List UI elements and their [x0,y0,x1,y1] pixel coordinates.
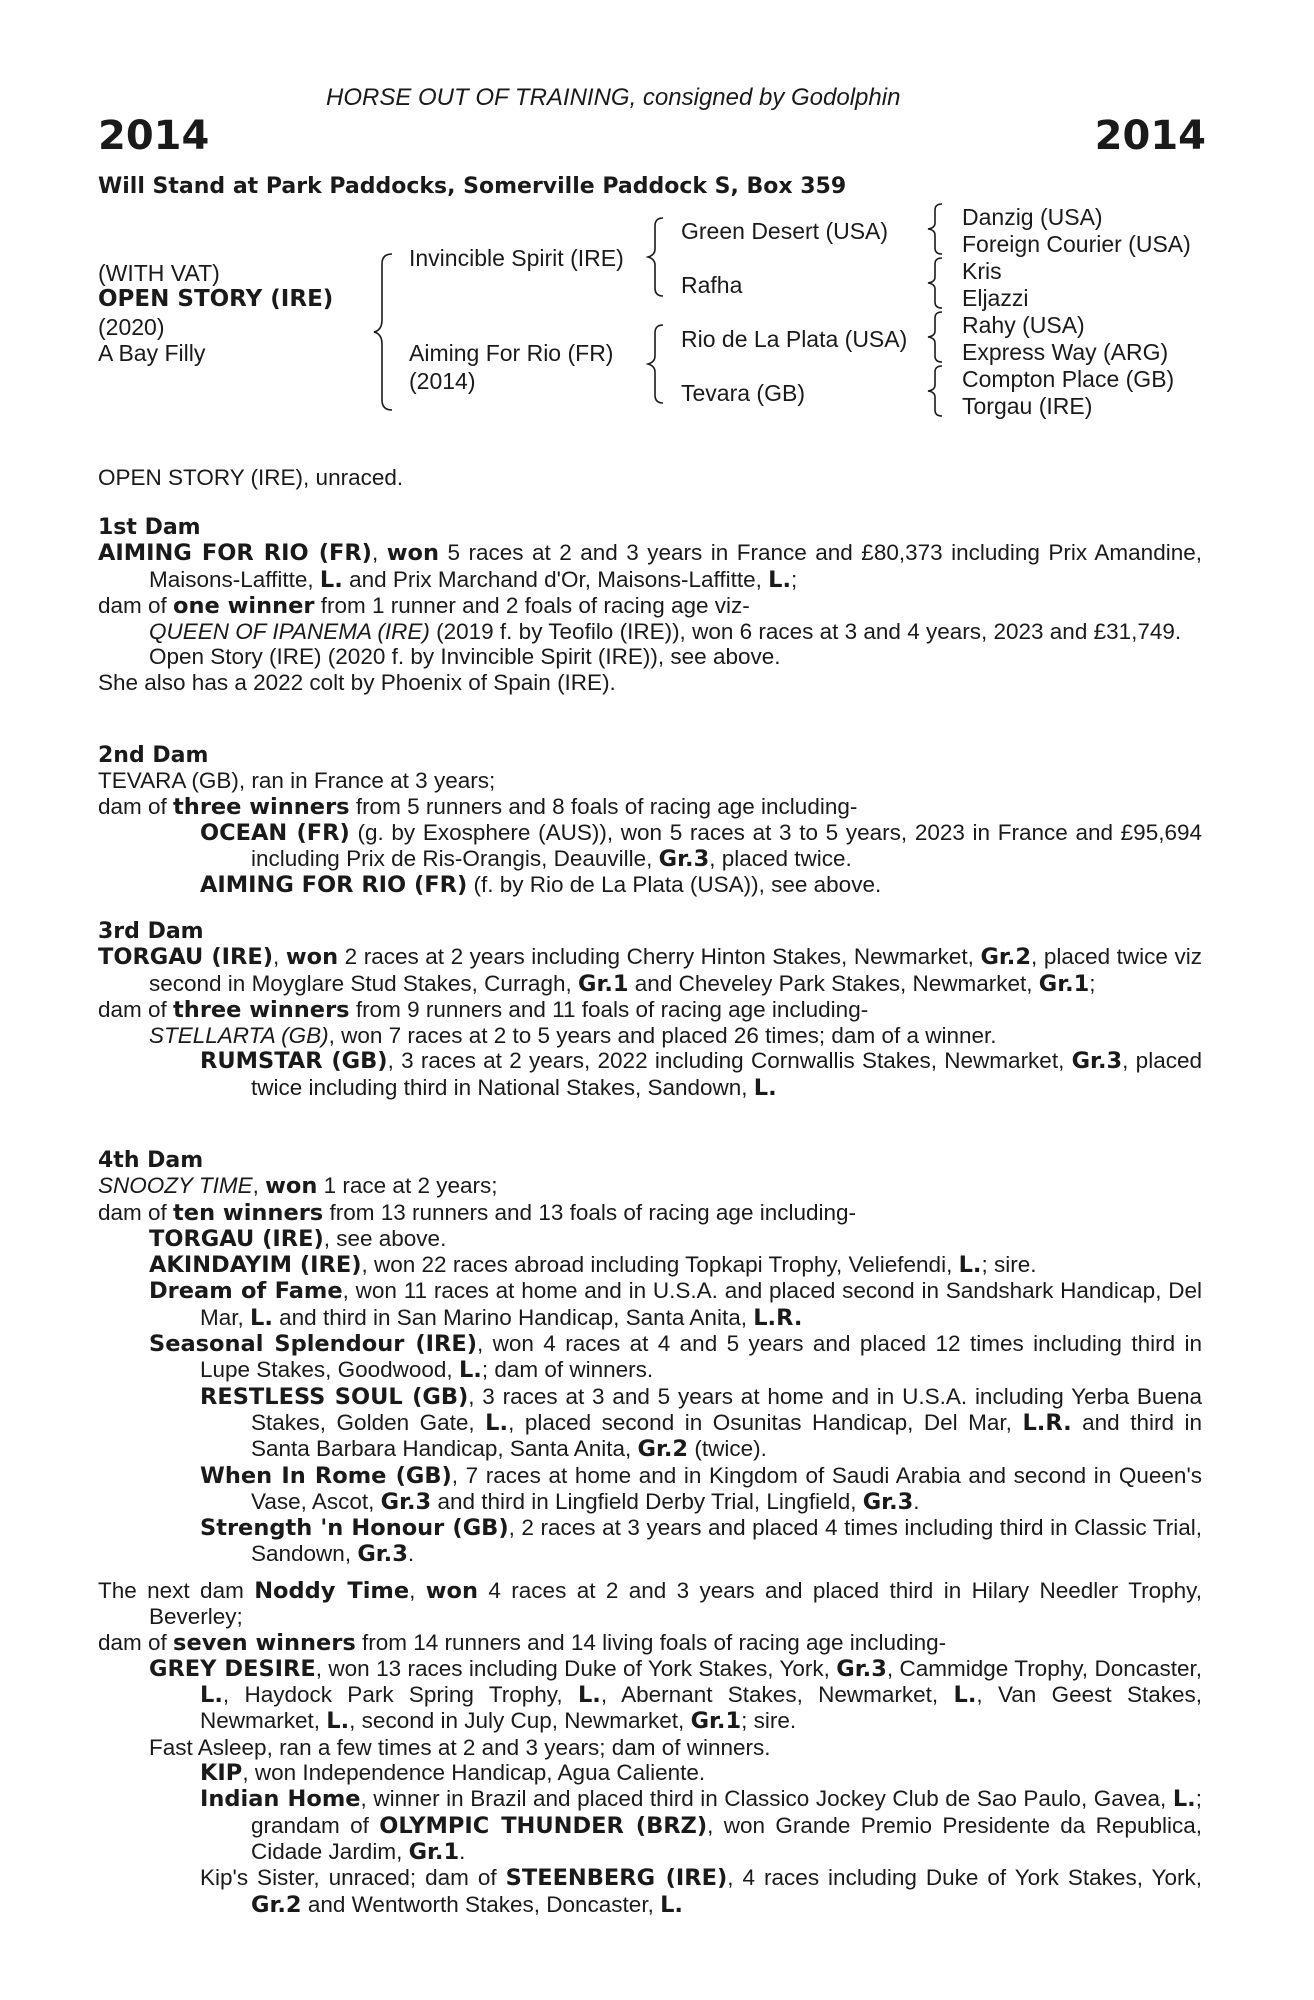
progeny-item: OCEAN (FR) (g. by Exosphere (AUS)), won 5 races at 3 to 5 years, 2023 in France and £95,694 including Prix de Ris-Orangis, Deauville, Gr.3, placed twice. [200,819,1202,873]
progeny-item: STELLARTA (GB), won 7 races at 2 to 5 years and placed 26 times; dam of a winner. [149,1023,997,1049]
dam-of-line: dam of three winners from 9 runners and 11 foals of racing age including- [98,996,869,1023]
dam-of-line: dam of seven winners from 14 runners and 14 living foals of racing age including- [98,1629,947,1656]
progeny-item: Open Story (IRE) (2020 f. by Invincible Spirit (IRE)), see above. [149,644,781,670]
section-heading: 1st Dam [98,515,201,540]
progeny-item: KIP, won Independence Handicap, Agua Caliente. [200,1760,706,1787]
dam-record: TORGAU (IRE), won 2 races at 2 years including Cherry Hinton Stakes, Newmarket, Gr.2, placed twice viz second in Moyglare Stud Stakes, Curragh, Gr.1 and Cheveley Park Stakes, Newmarket, Gr.1; [98,944,1202,997]
second-dam-section [98,743,1202,899]
progeny-item: Kip's Sister, unraced; dam of STEENBERG (IRE), 4 races including Duke of York Stakes, York, Gr.2 and Wentworth Stakes, Doncaster, L. [200,1865,1202,1918]
dam-of-line: dam of one winner from 1 runner and 2 foals of racing age viz- [98,592,750,619]
pedigree-sire-dam: Rafha [681,272,743,298]
year-left: 2014 [98,113,210,159]
pedigree-sire-sire: Green Desert (USA) [681,218,889,244]
dam-of-line: dam of three winners from 5 runners and 8 foals of racing age including- [98,793,858,820]
pedigree-dam-dam: Tevara (GB) [681,380,805,406]
third-dam-section [98,919,1202,1101]
dam-record: TEVARA (GB), ran in France at 3 years; [98,768,496,794]
pedigree-gen3-1: Danzig (USA) [962,204,1103,230]
intro-line: OPEN STORY (IRE), unraced. [98,465,404,490]
horse-description: A Bay Filly [98,340,206,366]
horse-name: OPEN STORY (IRE) [98,286,334,312]
pedigree-dam: Aiming For Rio (FR) [409,340,614,366]
consignment-note: HORSE OUT OF TRAINING, consigned by Godolphin [326,84,901,111]
vat-label: (WITH VAT) [98,260,220,286]
dam-of-line: dam of ten winners from 13 runners and 13 foals of racing age including- [98,1199,857,1226]
progeny-item: AIMING FOR RIO (FR) (f. by Rio de La Plata (USA)), see above. [200,872,882,899]
fourth-dam-section [98,1148,1202,1568]
pedigree-gen3-6: Express Way (ARG) [962,339,1169,365]
progeny-item: RUMSTAR (GB), 3 races at 2 years, 2022 including Cornwallis Stakes, Newmarket, Gr.3, placed twice including third in National Stakes, Sandown, L. [200,1048,1202,1101]
horse-year: (2020) [98,314,165,340]
pedigree-gen3-8: Torgau (IRE) [962,393,1093,419]
progeny-item: When In Rome (GB), 7 races at home and in Kingdom of Saudi Arabia and second in Queen's Vase, Ascot, Gr.3 and third in Lingfield Derby Trial, Lingfield, Gr.3. [200,1462,1202,1515]
progeny-item: Dream of Fame, won 11 races at home and in U.S.A. and placed second in Sandshark Handicap, Del Mar, L. and third in San Marino Handicap, Santa Anita, L.R. [149,1278,1203,1331]
next-dam-section [98,1578,1202,1918]
year-right: 2014 [1094,113,1206,159]
pedigree-gen3-3: Kris [962,258,1002,284]
dam-record: AIMING FOR RIO (FR), won 5 races at 2 and 3 years in France and £80,373 including Prix Amandine, Maisons-Laffitte, L. and Prix Marchand d'Or, Maisons-Laffitte, L.; [98,540,1202,593]
pedigree-sire: Invincible Spirit (IRE) [409,245,624,271]
location-line: Will Stand at Park Paddocks, Somerville Paddock S, Box 359 [98,174,847,199]
progeny-item: TORGAU (IRE), see above. [149,1225,447,1252]
note-line: She also has a 2022 colt by Phoenix of Spain (IRE). [98,669,616,695]
progeny-item: GREY DESIRE, won 13 races including Duke of York Stakes, York, Gr.3, Cammidge Trophy, Doncaster, L., Haydock Park Spring Trophy, L., Abernant Stakes, Newmarket, L., Van Geest Stakes, Newmarket, L., second in July Cup, Newmarket, Gr.1; sire. [149,1655,1203,1735]
pedigree-brace-g3 [926,310,946,364]
progeny-item: RESTLESS SOUL (GB), 3 races at 3 and 5 years at home and in U.S.A. including Yerba Buena Stakes, Golden Gate, L., placed second in Osunitas Handicap, Del Mar, L.R. and third in Santa Barbara Handicap, Santa Anita, Gr.2 (twice). [200,1383,1202,1463]
progeny-item: Fast Asleep, ran a few times at 2 and 3 years; dam of winners. [149,1734,771,1760]
pedigree-gen3-5: Rahy (USA) [962,312,1085,338]
progeny-item: Strength 'n Honour (GB), 2 races at 3 years and placed 4 times including third in Classic Trial, Sandown, Gr.3. [200,1515,1202,1568]
section-heading: 2nd Dam [98,743,209,768]
progeny-item: AKINDAYIM (IRE), won 22 races abroad including Topkapi Trophy, Veliefendi, L.; sire. [149,1252,1037,1279]
pedigree-brace-g1 [926,202,946,256]
pedigree-gen3-2: Foreign Courier (USA) [962,231,1191,257]
section-heading: 4th Dam [98,1148,204,1173]
pedigree-brace-g2 [926,256,946,310]
progeny-item: Indian Home, winner in Brazil and placed third in Classico Jockey Club de Sao Paulo, Gavea, L.; grandam of OLYMPIC THUNDER (BRZ), won Grande Premio Presidente da Republica, Cidade Jardim, Gr.1. [200,1786,1202,1865]
first-dam-section [98,515,1202,695]
progeny-item: QUEEN OF IPANEMA (IRE) (2019 f. by Teofilo (IRE)), won 6 races at 3 and 4 years, 2023 and £31,749. [149,619,1182,645]
pedigree-gen3-7: Compton Place (GB) [962,366,1175,392]
pedigree-brace-g4 [926,364,946,418]
section-heading: 3rd Dam [98,919,204,944]
pedigree-brace-main [372,252,396,412]
pedigree-brace-dam [646,323,666,405]
dam-record: The next dam Noddy Time, won 4 races at 2 and 3 years and placed third in Hilary Needler Trophy, Beverley; [98,1578,1203,1630]
pedigree-gen3-4: Eljazzi [962,285,1029,311]
pedigree-brace-sire [646,216,666,298]
pedigree-dam-year: (2014) [409,368,476,394]
dam-record: SNOOZY TIME, won 1 race at 2 years; [98,1173,498,1200]
pedigree-dam-sire: Rio de La Plata (USA) [681,326,908,352]
progeny-item: Seasonal Splendour (IRE), won 4 races at 4 and 5 years and placed 12 times including third in Lupe Stakes, Goodwood, L.; dam of winners. [149,1331,1202,1384]
